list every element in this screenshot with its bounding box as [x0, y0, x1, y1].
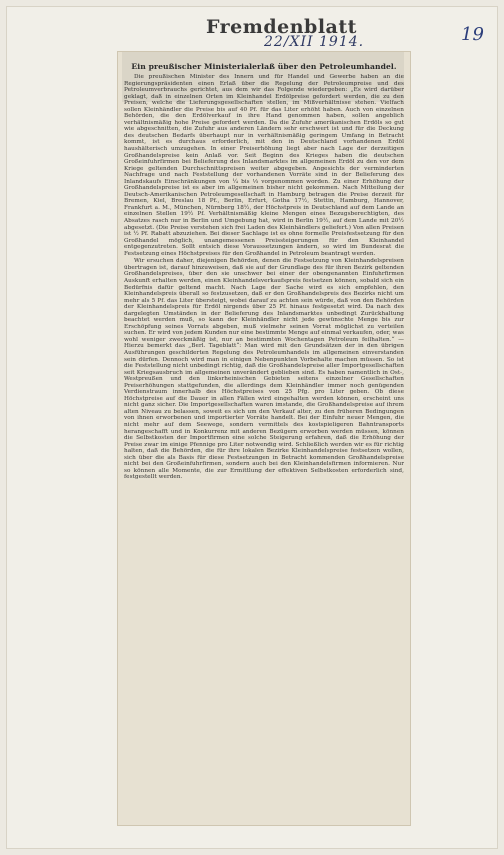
handwritten-date: 22/XII 1914.	[264, 34, 365, 50]
newspaper-title: Fremdenblatt	[206, 16, 357, 38]
article-body	[124, 62, 404, 482]
article-paragraph-1: Die preußischen Minister des Innern und für Handel und Gewerbe haben an die Regierungspräsidenten einen Erlaß über die Regelung der Petroleumpreise und des Petroleumverbrauchs gerichtet, aus dem wir das Folgende wiedergeben: „Es wird darüber geklagt, daß in einzelnen Orten im Kleinhandel Erdölpreise gefordert werden, die zu den Preisen, welche die Lieferungsgesellschaften stellen, im Mißverhältnisse stehen. Vielfach sollen Kleinhändler die Preise bis auf 40 Pf. für das Liter erhöht haben. Auch von einzelnen Behörden, die den Erdölverkauf in ihre Hand genommen haben, sollen angeblich verhältnismäßig hohe Preise gefordert werden. Da die Zufuhr amerikanischen Erdöls so gut wie abgeschnitten, die Zufuhr aus anderen Ländern sehr erschwert ist und für die Deckung des deutschen Bedarfs überhaupt nur in verhältnismäßig geringem Umfang in Betracht kommt, ist es durchaus erforderlich, mit den in Deutschland vorhandenen Erdöl haushälterisch umzugehen. In einer Preiserhöhung liegt aber nach Lage der derzeitigen Großhandelspreise kein Anlaß vor. Seit Beginn des Krieges haben die deutschen Großeinfuhrfirmen bei Belieferung des Inlandsmarktes im allgemeinen Erdöl zu den vor dem Kriege geltenden Durchschnittspreisen weiter abgegeben. Angesichts der verminderten Nachfrage und nach Feststellung der vorhandenen Vorräte sind in der Belieferung des Inlandskaufs Einschränkungen von ¼ bis ⅓ vorgenommen worden. Zu einer Erhöhung der Großhandelspreise ist es aber im allgemeinen bisher nicht gekommen. Nach Mitteilung der Deutsch-Amerikanischen Petroleumgesellschaft in Hamburg betragen die Preise derzeit für Bremen, Kiel, Breslau 18 Pf., Berlin, Erfurt, Gotha 17½, Stettin, Hamburg, Hannover, Frankfurt a. M., München, Nürnberg 18½, der Höchstpreis in Deutschland auf dem Lande an einzelnen Stellen 19½ Pf. Verhältnismäßig kleine Mengen eines Bezugsberechtigten, des Absatzes rasch nur in Berlin und Umgebung hat, wird in Berlin 19½, auf dem Lande mit 20½ abgesetzt. (Die Preise verstehen sich frei Laden des Kleinhändlers geliefert.) Von allen Preisen ist ½ Pf. Rabatt abzuziehen. Bei dieser Sachlage ist es ohne formelle Preisfestsetzung für den Großhandel möglich, unangemessenen Preissteigerungen für den Kleinhandel entgegenzutreten. Sollt entsich diese Voraussetzungen ändern, so wird im Bundesrat die Festsetzung eines Höchstpreises für den Großhandel in Petroleum beantragt werden.	[124, 74, 404, 257]
article-paragraph-2: Wir ersuchen daher, diejenigen Behörden, denen die Festsetzung von Kleinhandelspreisen übertragen ist, darauf hinzuweisen, daß sie auf der Grundlage des für ihren Bezirk geltenden Großhandelspreises, über den sie unschwer bei einer der obengenannten Einfuhrfirmen Auskunft erhalten werden, einen Kleinhandelsverkaufspreis festsetzen können, sobald sich ein Bedürfnis dafür geltend macht. Nach Lage der Sache wird es sich empfehlen, den Kleinhandelspreis überall so festzusetzen, daß er den Großhandelspreis des Bezirks nicht um mehr als 5 Pf. das Liter übersteigt, wobei darauf zu achten sein würde, daß von den Behörden der Kleinhandelspreis für Erdöl nirgends über 25 Pf. hinaus festgesetzt wird. Da nach des dargelegten Umständen in der Belieferung des Inlandsmarktes unbedingt Zurückhaltung beachtet werden muß, so kann der Kleinhändler nicht jede gewünschte Menge bis zur Erschöpfung seines Vorrats abgeben, muß vielmehr seinen Vorrat möglichst zu verteilen suchen. Er wird von jedem Kunden nur eine bestimmte Menge auf einmal verkaufen, oder, was wohl weniger zweckmäßig ist, nur an bestimmten Wochentagen Petroleum feilhalten.“ — Hierzu bemerkt das „Berl. Tageblatt“: Man wird mit den Grundsätzen der in den übrigen Ausführungen geschilderten Regelung des Petroleumhandels im allgemeinen einverstanden sein dürfen. Dennoch wird man in einigen Nebenpunkten Vorbehalte machen müssen. So ist die Feststellung nicht unbedingt richtig, daß die Großhandelspreise aller Importgesellschaften seit Kriegsausbruch im allgemeinen unverändert geblieben sind. Es haben namentlich in Ost-, Westpreußen und den linksrheinischen Gebieten seitens einzelner Gesellschaften Preiserhöhungen stattgefunden, die allerdings dem Kleinhändler immer noch genügenden Verdienstraum innerhalb des Höchstpreises von 25 Pfg. pro Liter geben. Ob diese Höchstpreise auf die Dauer in allen Fällen wird eingehalten werden können, erscheint uns nicht ganz sicher. Die Importgesellschaften waren imstande, die Großhandelspreise auf ihrem alten Niveau zu belassen, soweit es sich um den Verkauf alter, zu den früheren Bedingungen von ihnen erworbenen und importierter Vorräte handelt. Bei der Einfuhr neuer Mengen, die nicht mehr auf dem Seewege, sondern vermittels des kostspieligeren Bahntransports herangeschafft und in Konkurrenz mit anderen Bezügern erworben werden müssen, können die Selbstkosten der Importfirmen eine solche Steigerung erfahren, daß die Erhöhung der Preise zwar im einige Pfennige pro Liter notwendig wird. Schließlich werden wir es für richtig halten, daß die Behörden, die für ihre lokalen Bezirke Kleinhandelspreise festsetzen wollen, sich über die als Basis für diese Festsetzungen in Betracht kommenden Großhandelspreise nicht bei den Großeinfuhrfirmen, sondern auch bei den Kleinhandelsfirmen informieren. Nur so können alle Momente, die zur Ermittlung der effektiven Selbstkosten erforderlich sind, festgestellt werden.	[124, 258, 404, 481]
folio-number: 19	[461, 24, 484, 45]
archive-sheet	[6, 6, 498, 849]
newspaper-clipping	[118, 52, 410, 825]
article-headline: Ein preußischer Ministerialerlaß über den Petroleumhandel.	[131, 62, 397, 71]
